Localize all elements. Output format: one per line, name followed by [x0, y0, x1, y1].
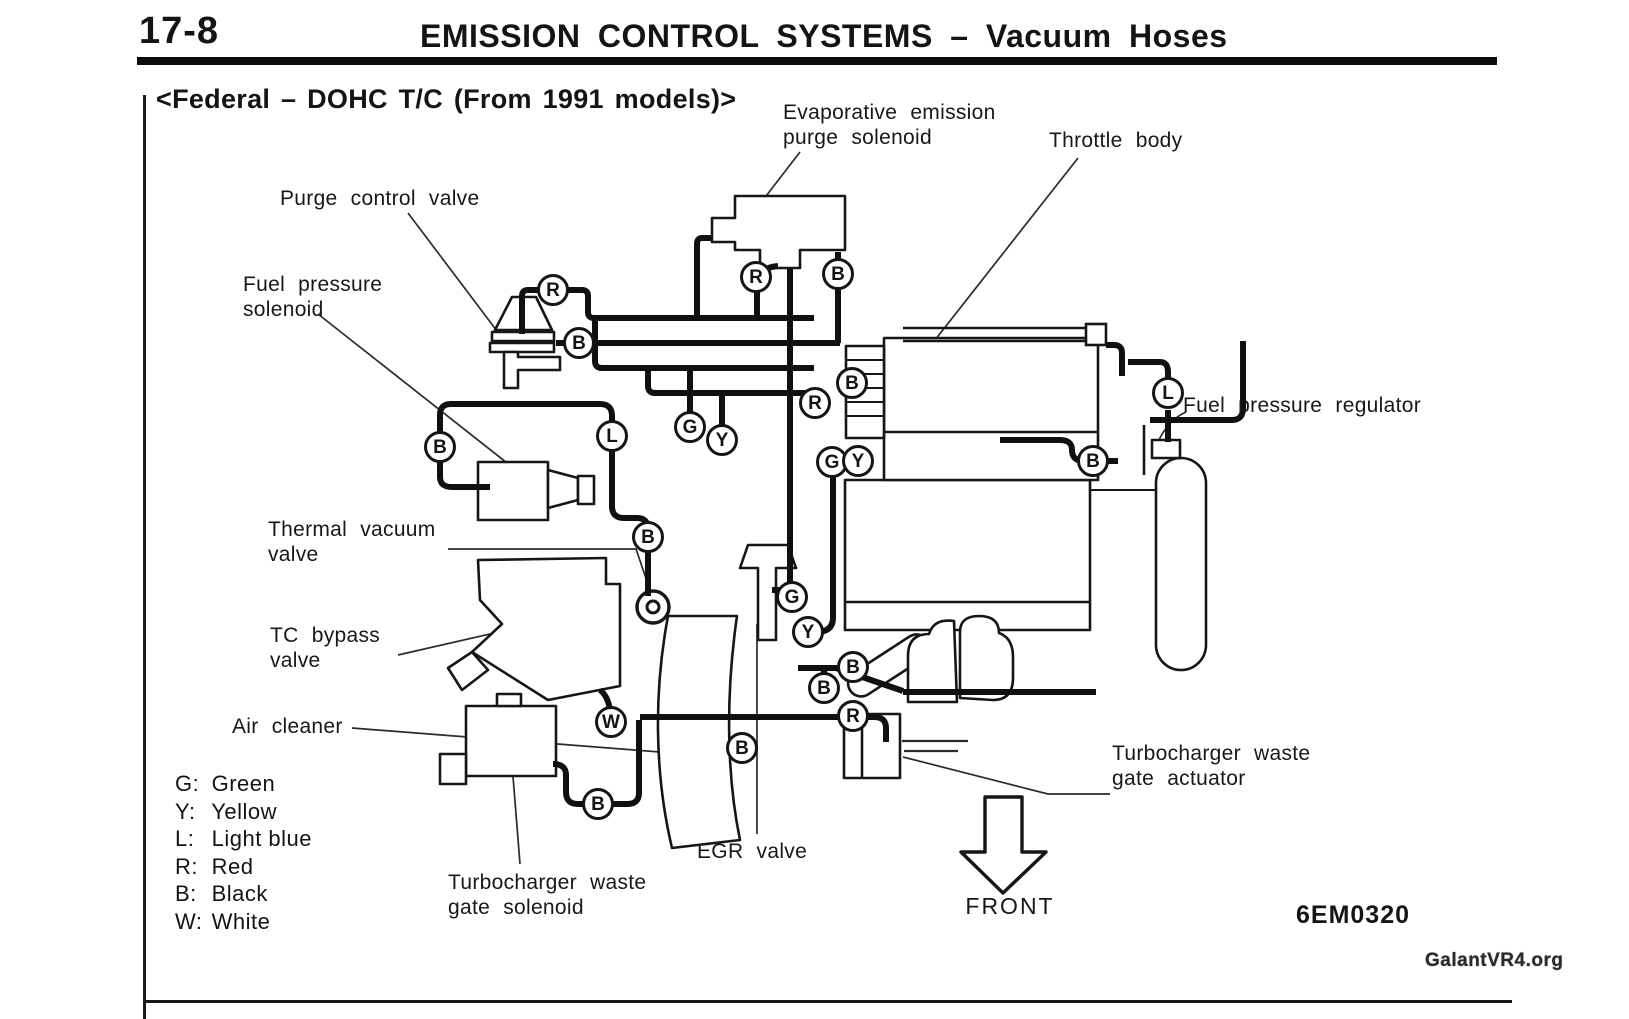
legend-color-name: White [205, 908, 271, 934]
hose-color-marker-B: B [563, 327, 595, 359]
hose-color-marker-B: B [424, 431, 456, 463]
hose-color-marker-Y: Y [792, 616, 824, 648]
hose-color-marker-B: B [632, 521, 664, 553]
hose-color-marker-B: B [836, 367, 868, 399]
legend-code: W: [175, 908, 203, 934]
legend-code: Y: [175, 798, 196, 824]
hose-color-marker-R: R [740, 261, 772, 293]
section-title: <Federal – DOHC T/C (From 1991 models)> [156, 84, 737, 114]
legend-code: B: [175, 881, 197, 906]
hose-color-marker-B: B [808, 672, 840, 704]
hose-color-marker-B: B [822, 258, 854, 290]
label-line: valve [268, 543, 319, 566]
hose-color-marker-R: R [799, 387, 831, 419]
label-line: TC bypass [270, 624, 381, 647]
hose-color-marker-B: B [726, 732, 758, 764]
header-title: EMISSION CONTROL SYSTEMS – Vacuum Hoses [420, 18, 1228, 54]
legend-color-name: Light blue [205, 826, 313, 851]
page-number: 17-8 [139, 10, 220, 52]
legend-color-name: Black [205, 881, 268, 906]
legend-code: G: [175, 771, 200, 796]
hose-color-marker-R: R [537, 274, 569, 306]
label-line: Turbocharger waste [448, 871, 647, 894]
label-line: Throttle body [1049, 129, 1183, 152]
label-line: Fuel pressure regulator [1183, 394, 1422, 417]
legend-color-name: Red [205, 853, 254, 879]
hose-color-marker-B: B [837, 651, 869, 683]
label-line: gate actuator [1112, 767, 1246, 790]
label-line: valve [270, 649, 321, 672]
label-line: Turbocharger waste [1112, 742, 1311, 765]
watermark: GalantVR4.org [1425, 950, 1564, 971]
hose-color-marker-L: L [1152, 377, 1184, 409]
label-line: Purge control valve [280, 187, 480, 210]
label-line: Evaporative emission [783, 101, 996, 124]
hose-color-marker-G: G [776, 581, 808, 613]
legend-code: L: [175, 826, 195, 851]
hose-color-marker-Y: Y [842, 445, 874, 477]
legend-code: R: [175, 853, 198, 879]
hose-color-marker-L: L [596, 420, 628, 452]
label-line: Air cleaner [232, 715, 343, 738]
hose-color-marker-B: B [1077, 445, 1109, 477]
front-label: FRONT [965, 893, 1055, 919]
hose-color-marker-B: B [582, 788, 614, 820]
label-line: EGR valve [697, 840, 808, 863]
legend-color-name: Green [205, 771, 276, 796]
hose-color-marker-G: G [816, 446, 848, 478]
label-line: purge solenoid [783, 126, 932, 149]
label-line: Thermal vacuum [268, 518, 436, 541]
label-line: gate solenoid [448, 896, 584, 919]
label-line: solenoid [243, 298, 324, 321]
hose-color-marker-G: G [674, 411, 706, 443]
figure-code: 6EM0320 [1296, 901, 1411, 929]
label-line: Fuel pressure [243, 273, 383, 296]
hose-color-marker-R: R [837, 700, 869, 732]
legend-color-name: Yellow [205, 798, 278, 824]
hose-color-marker-W: W [595, 706, 627, 738]
hose-color-marker-Y: Y [706, 424, 738, 456]
